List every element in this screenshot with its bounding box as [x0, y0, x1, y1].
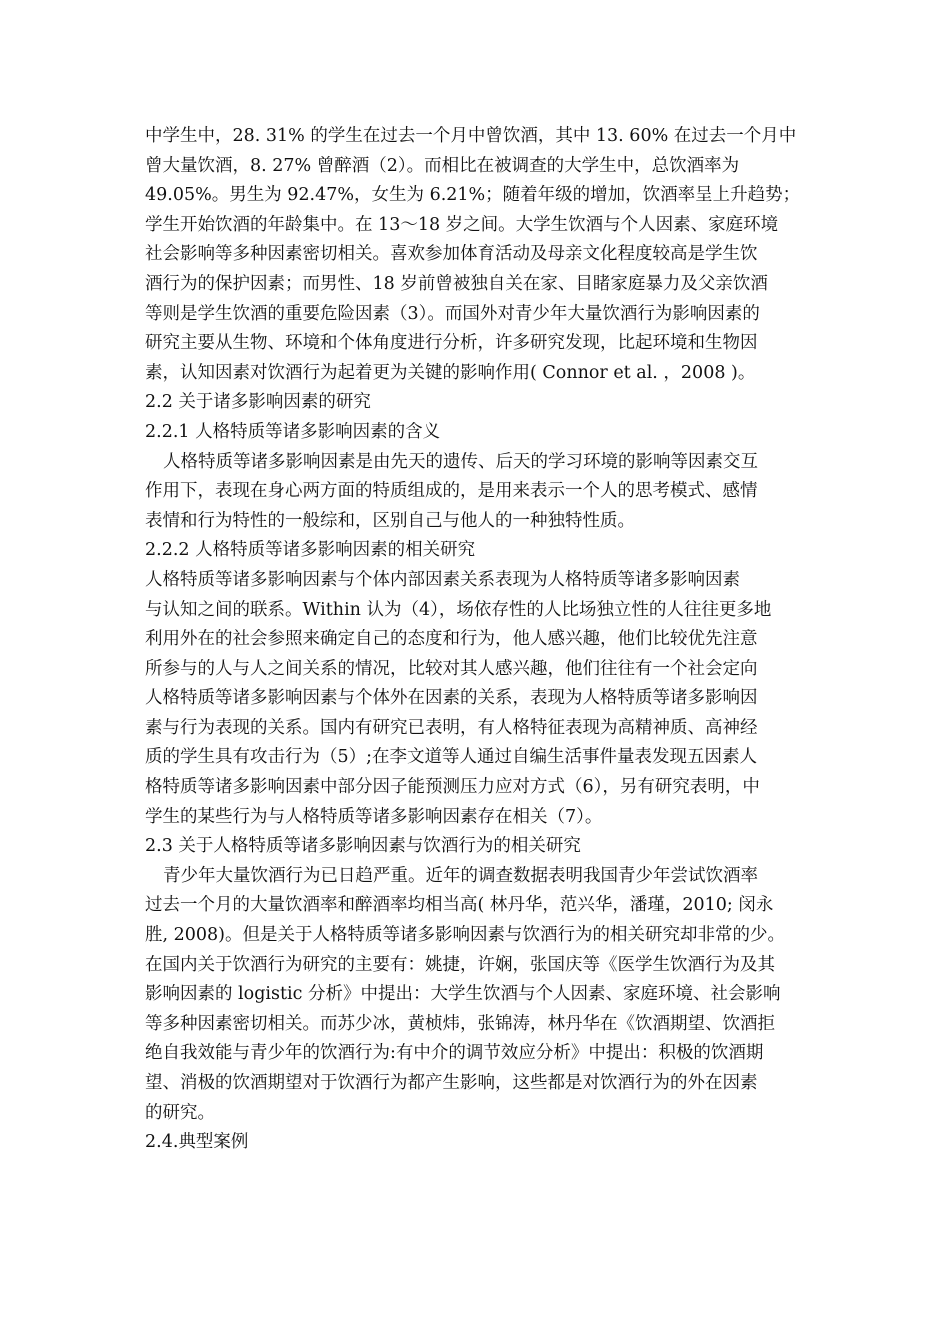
text-line: 与认知之间的联系。Within 认为（4），场依存性的人比场独立性的人往往更多地 — [145, 599, 772, 620]
text-line: 社会影响等多种因素密切相关。喜欢参加体育活动及母亲文化程度较高是学生饮 — [145, 244, 758, 265]
text-line: 质的学生具有攻击行为（5）;在李文道等人通过自编生活事件量表发现五因素人 — [145, 747, 758, 768]
text-line: 人格特质等诸多影响因素与个体内部因素关系表现为人格特质等诸多影响因素 — [145, 569, 740, 590]
text-line: 的研究。 — [145, 1102, 215, 1123]
text-line: 格特质等诸多影响因素中部分因子能预测压力应对方式（6），另有研究表明，中 — [145, 777, 760, 798]
text-line: 2.3 关于人格特质等诸多影响因素与饮酒行为的相关研究 — [145, 836, 581, 857]
text-line: 人格特质等诸多影响因素与个体外在因素的关系，表现为人格特质等诸多影响因 — [145, 688, 758, 709]
text-line: 青少年大量饮酒行为已日趋严重。近年的调查数据表明我国青少年尝试饮酒率 — [163, 865, 758, 886]
text-line: 2.2 关于诸多影响因素的研究 — [145, 392, 371, 413]
text-line: 作用下，表现在身心两方面的特质组成的，是用来表示一个人的思考模式、感情 — [145, 481, 758, 502]
text-line: 人格特质等诸多影响因素是由先天的遗传、后天的学习环境的影响等因素交互 — [163, 451, 758, 472]
text-line: 研究主要从生物、环境和个体角度进行分析，许多研究发现，比起环境和生物因 — [145, 333, 758, 354]
text-line: 表情和行为特性的一般综和，区别自己与他人的一种独特性质。 — [145, 510, 635, 531]
text-line: 素，认知因素对饮酒行为起着更为关键的影响作用( Connor et al. ，2008 )。 — [145, 362, 756, 383]
text-line: 2.4.典型案例 — [145, 1132, 249, 1153]
text-line: 在国内关于饮酒行为研究的主要有：姚捷，许娴，张国庆等《医学生饮酒行为及其 — [145, 954, 775, 975]
text-line: 等多种因素密切相关。而苏少冰，黄桢炜，张锦涛，林丹华在《饮酒期望、饮酒拒 — [145, 1013, 775, 1034]
text-line: 所参与的人与人之间关系的情况，比较对其人感兴趣，他们往往有一个社会定向 — [145, 658, 758, 679]
text-line: 等则是学生饮酒的重要危险因素（3）。而国外对青少年大量饮酒行为影响因素的 — [145, 303, 760, 324]
text-line: 49.05%。男生为 92.47%，女生为 6.21%；随着年级的增加，饮酒率呈上升趋势； — [145, 185, 801, 206]
text-line: 曾大量饮酒，8. 27% 曾醉酒（2）。而相比在被调查的大学生中，总饮酒率为 — [145, 155, 740, 176]
text-line: 学生的某些行为与人格特质等诸多影响因素存在相关（7）。 — [145, 806, 603, 827]
text-line: 过去一个月的大量饮酒率和醉酒率均相当高( 林丹华，范兴华，潘瑾，2010; 闵永 — [145, 895, 774, 916]
text-line: 酒行为的保护因素；而男性、18 岁前曾被独自关在家、目睹家庭暴力及父亲饮酒 — [145, 273, 768, 294]
text-line: 绝自我效能与青少年的饮酒行为:有中介的调节效应分析》中提出：积极的饮酒期 — [145, 1043, 764, 1064]
text-line: 利用外在的社会参照来确定自己的态度和行为，他人感兴趣，他们比较优先注意 — [145, 629, 758, 650]
text-line: 胜, 2008)。但是关于人格特质等诸多影响因素与饮酒行为的相关研究却非常的少。 — [145, 925, 785, 946]
text-line: 2.2.2 人格特质等诸多影响因素的相关研究 — [145, 540, 476, 561]
text-line: 2.2.1 人格特质等诸多影响因素的含义 — [145, 421, 441, 442]
text-line: 中学生中，28. 31% 的学生在过去一个月中曾饮酒，其中 13. 60% 在过去一个月中 — [145, 126, 797, 146]
document-body — [145, 122, 815, 1158]
text-line: 影响因素的 logistic 分析》中提出：大学生饮酒与个人因素、家庭环境、社会影响 — [145, 984, 781, 1005]
text-line: 学生开始饮酒的年龄集中。在 13～18 岁之间。大学生饮酒与个人因素、家庭环境 — [145, 214, 779, 235]
text-line: 素与行为表现的关系。国内有研究已表明，有人格特征表现为高精神质、高神经 — [145, 717, 758, 738]
text-line: 望、消极的饮酒期望对于饮酒行为都产生影响，这些都是对饮酒行为的外在因素 — [145, 1073, 758, 1093]
